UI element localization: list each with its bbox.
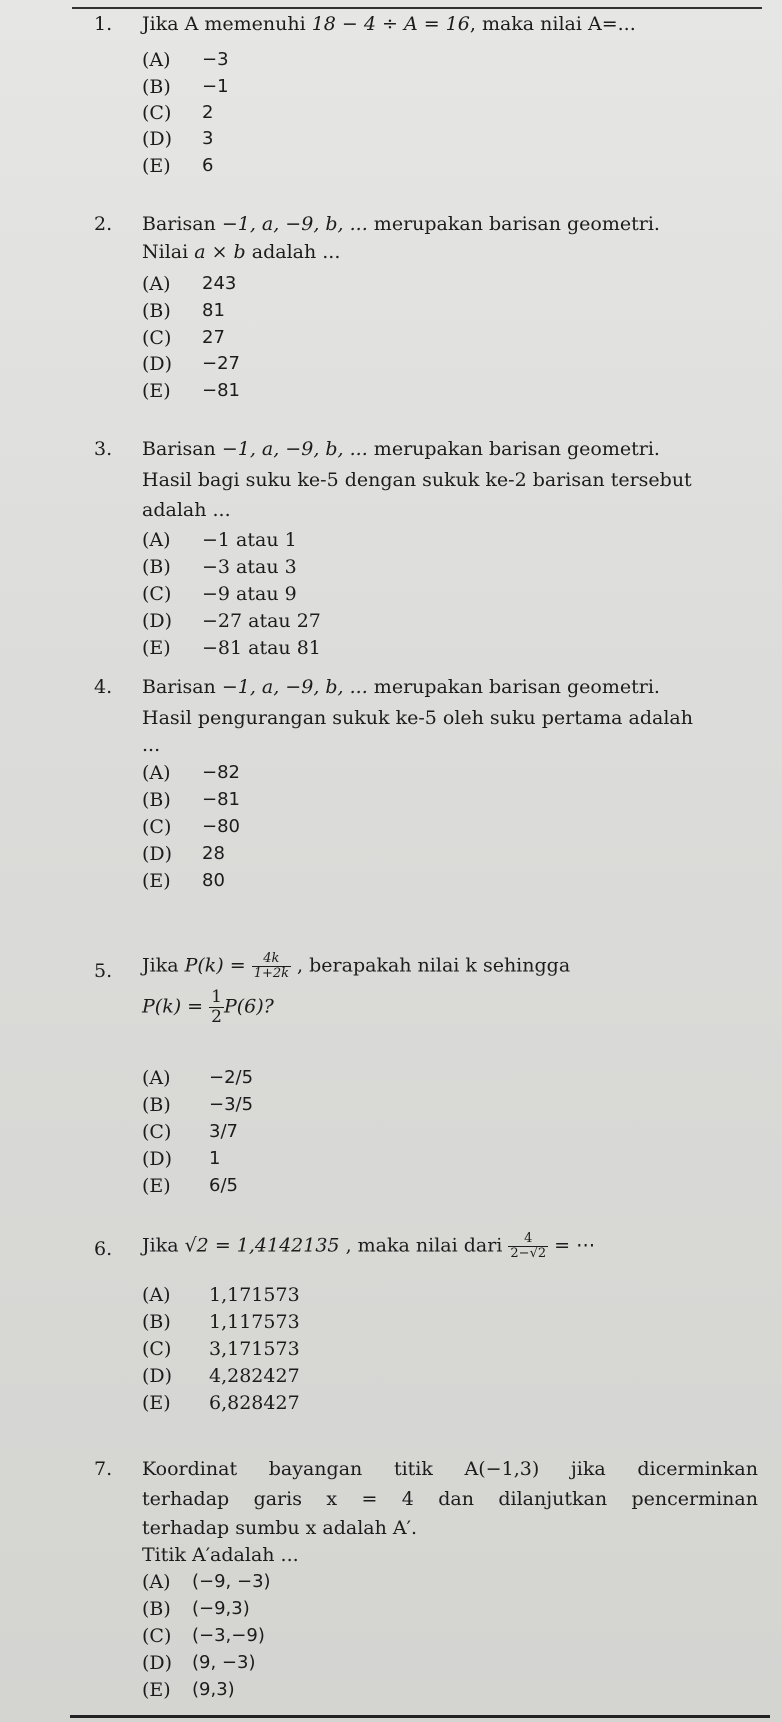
question-number: 2. <box>94 213 113 235</box>
question-text-line: Hasil pengurangan sukuk ke-5 oleh suku pertama adalah <box>142 707 693 729</box>
fraction: $\frac{4k}{1+2k}$ <box>253 951 290 981</box>
question-text-line: Hasil bagi suku ke-5 dengan sukuk ke-2 barisan tersebut <box>142 469 692 491</box>
question-number: 6. <box>94 1238 113 1260</box>
question-text: Barisan −1, a, −9, b, ... merupakan barisan geometri. <box>142 438 660 460</box>
question-text-line: adalah ... <box>142 499 231 521</box>
fraction: $\frac{4}{2-√2}$ <box>510 1231 547 1261</box>
question-text: Jika A memenuhi 18 − 4 ÷ A = 16, maka nilai A=... <box>142 13 636 35</box>
question-number: 5. <box>94 960 113 982</box>
bottom-rule <box>70 1715 770 1718</box>
question-text: Jika √2 = 1,4142135 , maka nilai dari $\frac{4}{2-√2}$ = ⋯ <box>142 1231 596 1261</box>
exam-page: 1. Jika A memenuhi 18 − 4 ÷ A = 16, maka nilai A=... (A) −3 (B) −1 (C) 2 (D) 3 (E) 6 2. Barisan −1, a, −9, b, ... merupakan barisan geometri. Nilai a × b adalah ... (A) 243 (B) 81 (C) 27 (D) −27 (E) −81 3. Barisan −1, a, −9, b, ... merupakan barisan geometri. Hasil bagi suku ke-5 dengan sukuk ke-2 barisan tersebut adalah ... (A) −1 atau 1 (B) −3 atau 3 (C) −9 atau 9 (D) −27 atau 27 (E) −81 atau 81 4. Barisan −1, a, −9, b, ... merupakan barisan geometri. Hasil pengurangan sukuk ke-5 oleh suku pertama adalah ... (A) −82 (B) −81 (C) −80 (D) 28 (E) 80 5. Jika P(k) = $\frac{4k}{1+2k}$ , berapakah nilai k sehingga P(k) = $\frac{1}{2}$ P(6)? (A) −2/5 (B) −3/5 (C) 3/7 (D) 1 (E) 6/5 6. Jika √2 = 1,4142135 , maka nilai dari $\frac{4}{2-√2}$ = ⋯ (A) 1,171573 (B) 1,117573 (C) 3,171573 (D) 4,282427 (E) 6,828427 7. Koordinat bayangan titik A(−1,3) jika dicerminkan terhadap garis x = 4 dan dilanjutkan pencerminan terhadap sumbu x adalah A′. Titik A′adalah ... (A) (−9, −3) (B) (−9,3) (C) (−3,−9) (D) (9, −3) (E) (9,3) <box>0 0 782 1722</box>
question-text: Koordinat bayangan titik A(−1,3) jika dicerminkan <box>142 1458 758 1480</box>
question-text-line: ... <box>142 734 161 756</box>
question-text-line: terhadap sumbu x adalah A′. <box>142 1517 417 1539</box>
question-number: 4. <box>94 676 113 698</box>
question-text: Barisan −1, a, −9, b, ... merupakan barisan geometri. <box>142 213 660 235</box>
question-text: Jika P(k) = $\frac{4k}{1+2k}$ , berapakah nilai k sehingga <box>142 951 571 981</box>
question-text: Barisan −1, a, −9, b, ... merupakan barisan geometri. <box>142 676 660 698</box>
top-rule <box>72 7 762 9</box>
question-text-line: P(k) = $\frac{1}{2}$ P(6)? <box>142 987 274 1027</box>
question-number: 1. <box>94 13 113 35</box>
question-number: 7. <box>94 1458 113 1480</box>
question-text-line: Nilai a × b adalah ... <box>142 241 341 263</box>
fraction: $\frac{1}{2}$ <box>211 987 222 1027</box>
question-text-line: terhadap garis x = 4 dan dilanjutkan pencerminan <box>142 1488 758 1510</box>
question-number: 3. <box>94 438 113 460</box>
question-text-line: Titik A′adalah ... <box>142 1544 299 1566</box>
